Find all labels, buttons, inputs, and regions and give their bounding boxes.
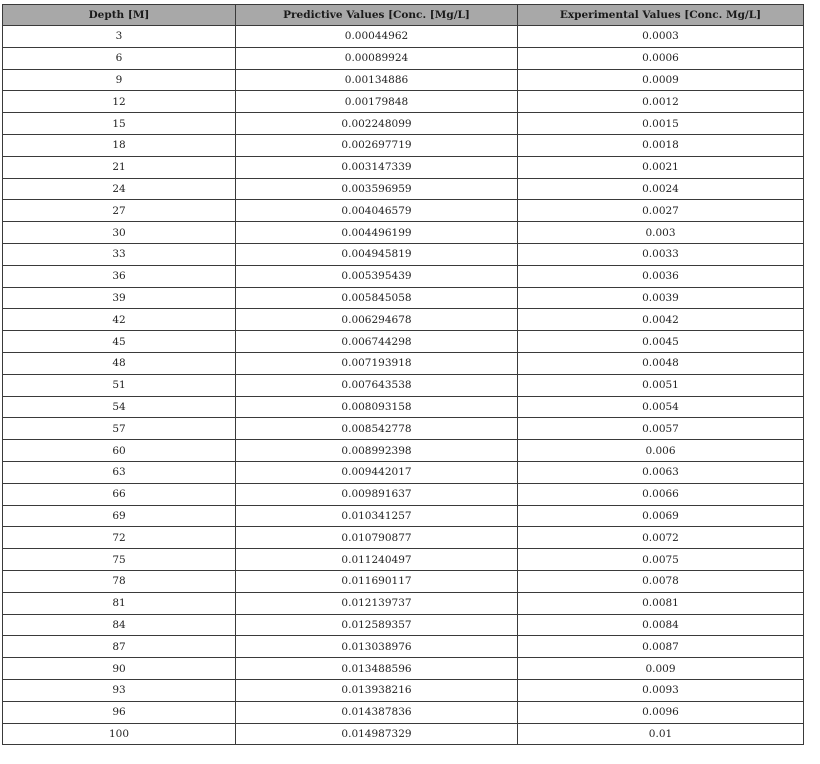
table-row — [3, 331, 804, 353]
cell-depth: 9 — [3, 69, 236, 91]
cell-depth: 30 — [3, 222, 236, 244]
table-row — [3, 440, 804, 462]
cell-depth: 72 — [3, 527, 236, 549]
table-row — [3, 222, 804, 244]
cell-predictive-value: 0.007193918 — [236, 352, 518, 374]
cell-predictive-value: 0.006294678 — [236, 309, 518, 331]
cell-experimental-value: 0.003 — [518, 222, 804, 244]
cell-depth: 39 — [3, 287, 236, 309]
cell-predictive-value: 0.014387836 — [236, 701, 518, 723]
cell-experimental-value: 0.0096 — [518, 701, 804, 723]
cell-depth: 84 — [3, 614, 236, 636]
cell-predictive-value: 0.009891637 — [236, 483, 518, 505]
cell-depth: 24 — [3, 178, 236, 200]
table-row — [3, 69, 804, 91]
table-row — [3, 396, 804, 418]
table-row — [3, 658, 804, 680]
table-row — [3, 243, 804, 265]
cell-predictive-value: 0.012139737 — [236, 592, 518, 614]
cell-depth: 42 — [3, 309, 236, 331]
cell-predictive-value: 0.010341257 — [236, 505, 518, 527]
cell-experimental-value: 0.0051 — [518, 374, 804, 396]
header-predictive-values: Predictive Values [Conc. [Mg/L] — [236, 5, 518, 26]
cell-experimental-value: 0.0081 — [518, 592, 804, 614]
cell-depth: 45 — [3, 331, 236, 353]
cell-experimental-value: 0.0078 — [518, 570, 804, 592]
cell-predictive-value: 0.002248099 — [236, 113, 518, 135]
cell-experimental-value: 0.0036 — [518, 265, 804, 287]
cell-experimental-value: 0.0012 — [518, 91, 804, 113]
table-row — [3, 592, 804, 614]
cell-predictive-value: 0.013488596 — [236, 658, 518, 680]
table-row — [3, 352, 804, 374]
cell-experimental-value: 0.0054 — [518, 396, 804, 418]
cell-predictive-value: 0.008093158 — [236, 396, 518, 418]
header-row — [3, 5, 804, 26]
cell-predictive-value: 0.006744298 — [236, 331, 518, 353]
cell-experimental-value: 0.0075 — [518, 549, 804, 571]
cell-depth: 3 — [3, 26, 236, 48]
cell-depth: 6 — [3, 47, 236, 69]
cell-depth: 27 — [3, 200, 236, 222]
table-row — [3, 483, 804, 505]
cell-experimental-value: 0.0045 — [518, 331, 804, 353]
cell-depth: 15 — [3, 113, 236, 135]
cell-depth: 90 — [3, 658, 236, 680]
cell-predictive-value: 0.004046579 — [236, 200, 518, 222]
cell-predictive-value: 0.00044962 — [236, 26, 518, 48]
table-row — [3, 309, 804, 331]
table-row — [3, 134, 804, 156]
cell-predictive-value: 0.004945819 — [236, 243, 518, 265]
table-row — [3, 113, 804, 135]
table-row — [3, 701, 804, 723]
cell-experimental-value: 0.0033 — [518, 243, 804, 265]
table-row — [3, 156, 804, 178]
table-body — [3, 26, 804, 745]
cell-predictive-value: 0.007643538 — [236, 374, 518, 396]
table-header — [3, 5, 804, 26]
cell-experimental-value: 0.0063 — [518, 461, 804, 483]
cell-experimental-value: 0.0003 — [518, 26, 804, 48]
data-table — [2, 4, 804, 745]
cell-experimental-value: 0.0039 — [518, 287, 804, 309]
cell-depth: 33 — [3, 243, 236, 265]
cell-predictive-value: 0.011690117 — [236, 570, 518, 592]
cell-experimental-value: 0.0006 — [518, 47, 804, 69]
table-row — [3, 614, 804, 636]
cell-experimental-value: 0.0015 — [518, 113, 804, 135]
cell-predictive-value: 0.004496199 — [236, 222, 518, 244]
table-row — [3, 91, 804, 113]
table-row — [3, 26, 804, 48]
cell-depth: 21 — [3, 156, 236, 178]
cell-depth: 60 — [3, 440, 236, 462]
cell-predictive-value: 0.005395439 — [236, 265, 518, 287]
cell-predictive-value: 0.005845058 — [236, 287, 518, 309]
cell-experimental-value: 0.0009 — [518, 69, 804, 91]
table-row — [3, 549, 804, 571]
cell-depth: 78 — [3, 570, 236, 592]
cell-experimental-value: 0.006 — [518, 440, 804, 462]
cell-experimental-value: 0.0048 — [518, 352, 804, 374]
cell-depth: 57 — [3, 418, 236, 440]
table-row — [3, 200, 804, 222]
table-row — [3, 570, 804, 592]
cell-depth: 93 — [3, 679, 236, 701]
header-experimental-values: Experimental Values [Conc. Mg/L] — [518, 5, 804, 26]
cell-depth: 48 — [3, 352, 236, 374]
cell-depth: 87 — [3, 636, 236, 658]
cell-depth: 66 — [3, 483, 236, 505]
cell-predictive-value: 0.010790877 — [236, 527, 518, 549]
table-row — [3, 418, 804, 440]
cell-experimental-value: 0.0072 — [518, 527, 804, 549]
table-row — [3, 527, 804, 549]
cell-depth: 81 — [3, 592, 236, 614]
cell-depth: 100 — [3, 723, 236, 745]
cell-depth: 18 — [3, 134, 236, 156]
cell-experimental-value: 0.0093 — [518, 679, 804, 701]
cell-experimental-value: 0.0021 — [518, 156, 804, 178]
cell-depth: 75 — [3, 549, 236, 571]
cell-predictive-value: 0.014987329 — [236, 723, 518, 745]
cell-predictive-value: 0.002697719 — [236, 134, 518, 156]
cell-predictive-value: 0.008542778 — [236, 418, 518, 440]
cell-predictive-value: 0.008992398 — [236, 440, 518, 462]
cell-experimental-value: 0.0057 — [518, 418, 804, 440]
cell-experimental-value: 0.0084 — [518, 614, 804, 636]
cell-predictive-value: 0.003147339 — [236, 156, 518, 178]
cell-predictive-value: 0.003596959 — [236, 178, 518, 200]
cell-predictive-value: 0.013038976 — [236, 636, 518, 658]
cell-predictive-value: 0.009442017 — [236, 461, 518, 483]
cell-experimental-value: 0.0018 — [518, 134, 804, 156]
cell-depth: 63 — [3, 461, 236, 483]
cell-predictive-value: 0.012589357 — [236, 614, 518, 636]
cell-experimental-value: 0.009 — [518, 658, 804, 680]
cell-depth: 36 — [3, 265, 236, 287]
table-row — [3, 47, 804, 69]
cell-predictive-value: 0.011240497 — [236, 549, 518, 571]
table-row — [3, 679, 804, 701]
table-row — [3, 287, 804, 309]
table-row — [3, 723, 804, 745]
cell-depth: 12 — [3, 91, 236, 113]
table-row — [3, 505, 804, 527]
cell-experimental-value: 0.0066 — [518, 483, 804, 505]
cell-experimental-value: 0.0027 — [518, 200, 804, 222]
cell-predictive-value: 0.00089924 — [236, 47, 518, 69]
table-row — [3, 636, 804, 658]
table-row — [3, 374, 804, 396]
cell-predictive-value: 0.00179848 — [236, 91, 518, 113]
cell-depth: 54 — [3, 396, 236, 418]
cell-experimental-value: 0.0069 — [518, 505, 804, 527]
cell-depth: 96 — [3, 701, 236, 723]
table-row — [3, 461, 804, 483]
cell-experimental-value: 0.0087 — [518, 636, 804, 658]
cell-experimental-value: 0.0024 — [518, 178, 804, 200]
table-row — [3, 178, 804, 200]
cell-experimental-value: 0.01 — [518, 723, 804, 745]
cell-experimental-value: 0.0042 — [518, 309, 804, 331]
header-depth: Depth [M] — [3, 5, 236, 26]
cell-predictive-value: 0.00134886 — [236, 69, 518, 91]
cell-depth: 51 — [3, 374, 236, 396]
table-row — [3, 265, 804, 287]
cell-predictive-value: 0.013938216 — [236, 679, 518, 701]
cell-depth: 69 — [3, 505, 236, 527]
